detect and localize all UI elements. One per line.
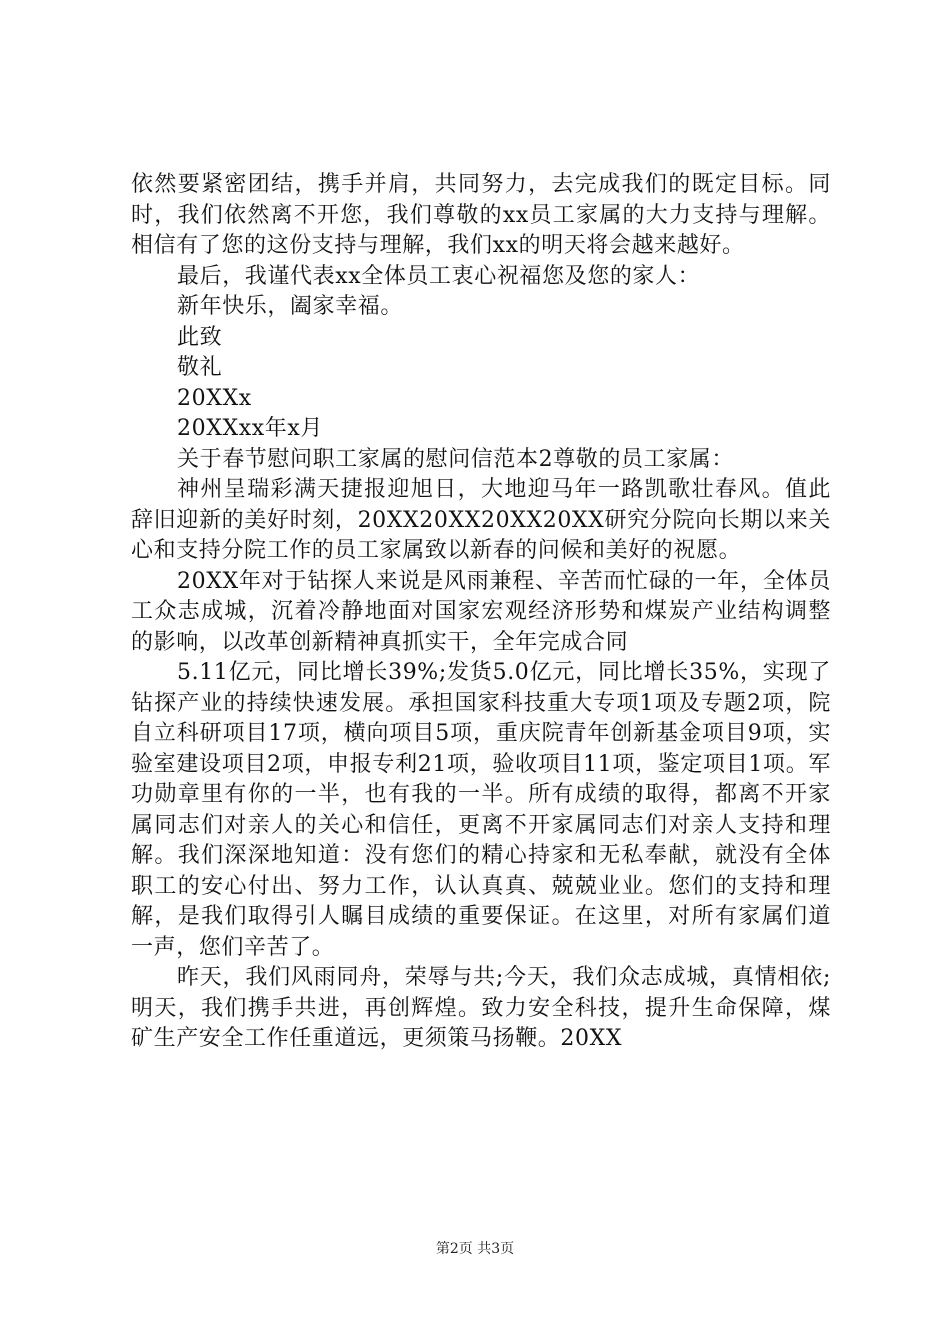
paragraph: 此致 (177, 324, 223, 350)
document-body (131, 170, 831, 1055)
paragraph: 20XXxx年x月 (177, 416, 323, 441)
page-footer (0, 1238, 950, 1258)
paragraph: 最后，我谨代表xx全体员工衷心祝福您及您的家人： (177, 263, 701, 289)
paragraph: 5.11亿元，同比增长39%;发货5.0亿元，同比增长35%，实现了钻探产业的持续快速发展。承担国家科技重大专项1项及专题2项，院自立科研项目17项，横向项目5项，重庆院青年创新基金项目9项，实验室建设项目2项，申报专利21项，验收项目11项，鉴定项目1项。军功勋章里有你的一半，也有我的一半。所有成绩的取得，都离不开家属同志们对亲人的关心和信任，更离不开家属同志们对亲人支持和理解。我们深深地知道：没有您们的精心持家和无私奉献，就没有全体职工的安心付出、努力工作，认认真真、兢兢业业。您们的支持和理解，是我们取得引人瞩目成绩的重要保证。在这里，对所有家属们道一声，您们辛苦了。 (131, 660, 831, 960)
paragraph: 20XXx (177, 385, 252, 411)
paragraph: 神州呈瑞彩满天捷报迎旭日，大地迎马年一路凯歌壮春风。值此辞旧迎新的美好时刻，20XX20XX20XX20XX研究分院向长期以来关心和支持分院工作的员工家属致以新春的问候和美好的祝愿。 (131, 477, 831, 563)
paragraph: 新年快乐，阖家幸福。 (177, 294, 404, 319)
paragraph: 20XX年对于钻探人来说是风雨兼程、辛苦而忙碌的一年，全体员工众志成城，沉着冷静地面对国家宏观经济形势和煤炭产业结构调整的影响，以改革创新精神真抓实干，全年完成合同 (131, 568, 831, 655)
paragraph: 昨天，我们风雨同舟，荣辱与共;今天，我们众志成城，真情相依;明天，我们携手共进，再创辉煌。致力安全科技，提升生命保障，煤矿生产安全工作任重道远，更须策马扬鞭。20XX (131, 965, 831, 1051)
page-number: 第2页 共3页 (435, 1241, 515, 1257)
paragraph: 依然要紧密团结，携手并肩，共同努力，去完成我们的既定目标。同时，我们依然离不开您，我们尊敬的xx员工家属的大力支持与理解。相信有了您的这份支持与理解，我们xx的明天将会越来越好。 (131, 172, 831, 258)
paragraph: 关于春节慰问职工家属的慰问信范本2尊敬的员工家属： (177, 446, 734, 472)
paragraph: 敬礼 (177, 355, 223, 380)
